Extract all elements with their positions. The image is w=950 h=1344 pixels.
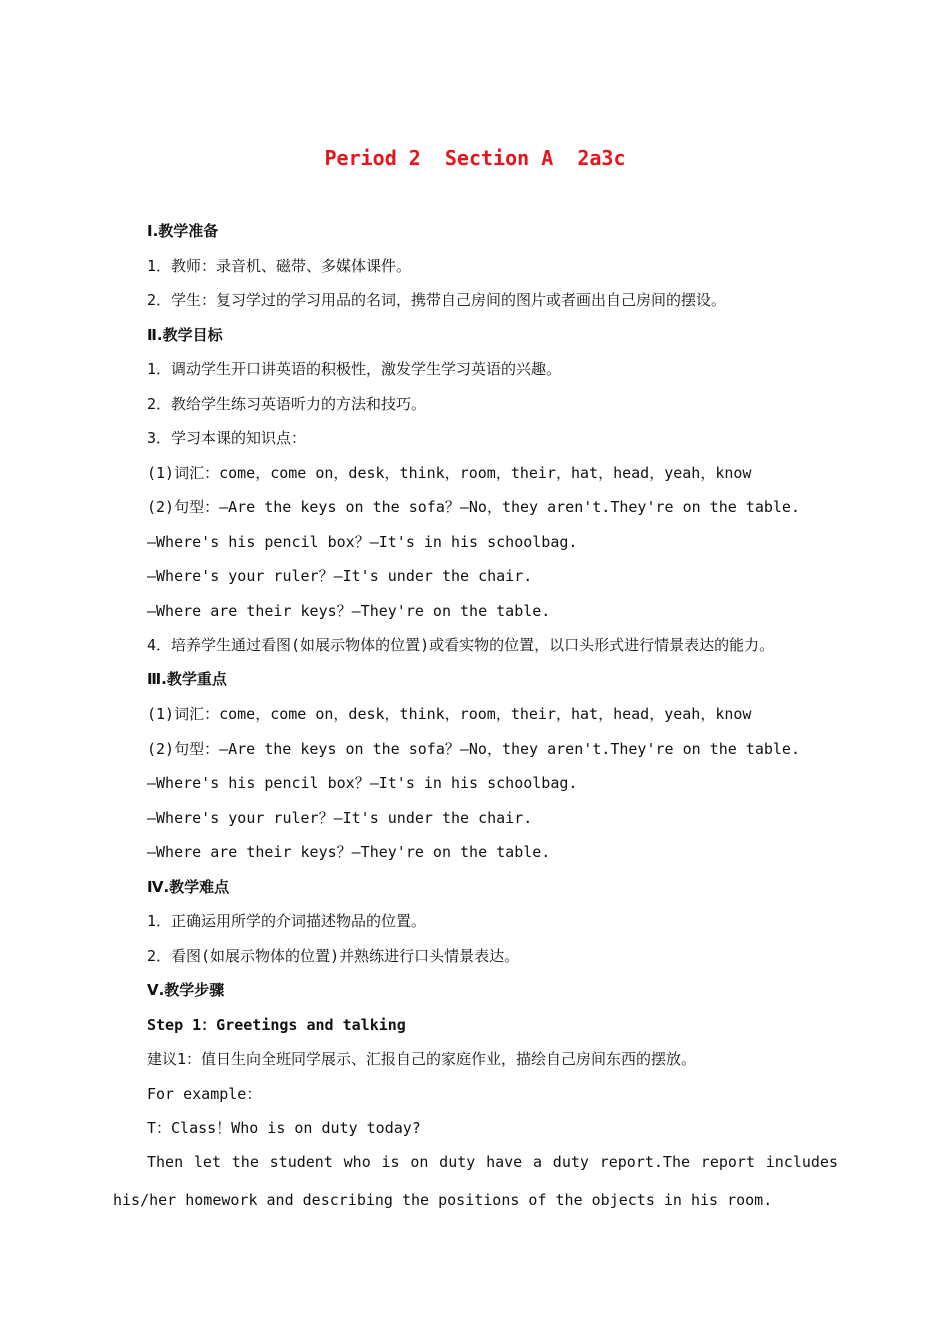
goals-item-3: 3．学习本课的知识点：	[147, 429, 307, 447]
goals-sentence-1: (2)句型：—Are the keys on the sofa？—No，they aren't.They're on the table.	[147, 498, 800, 516]
document-title: Period 2 Section A 2a3c	[324, 146, 626, 170]
goals-sentence-3: —Where's your ruler？—It's under the chair.	[147, 567, 533, 585]
key-points-sentence-1: (2)句型：—Are the keys on the sofa？—No，they aren't.They're on the table.	[147, 740, 800, 758]
step-1-dialogue: T：Class！Who is on duty today?	[147, 1119, 421, 1137]
key-points-sentence-2: —Where's his pencil box？—It's in his schoolbag.	[147, 774, 578, 792]
section-heading-prep: Ⅰ.教学准备	[147, 222, 219, 240]
key-points-sentence-3: —Where's your ruler？—It's under the chair.	[147, 809, 533, 827]
key-points-sentence-4: —Where are their keys？—They're on the table.	[147, 843, 551, 861]
goals-sentence-4: —Where are their keys？—They're on the table.	[147, 602, 551, 620]
goals-sentence-2: —Where's his pencil box？—It's in his schoolbag.	[147, 533, 578, 551]
step-1-title: Step 1：Greetings and talking	[147, 1016, 406, 1034]
prep-item-2: 2．学生：复习学过的学习用品的名词，携带自己房间的图片或者画出自己房间的摆设。	[147, 291, 727, 309]
key-points-vocab: (1)词汇：come，come on，desk，think，room，their，hat，head，yeah，know	[147, 705, 752, 723]
goals-item-4: 4．培养学生通过看图(如展示物体的位置)或看实物的位置，以口头形式进行情景表达的能力。	[147, 636, 775, 654]
section-heading-steps: Ⅴ.教学步骤	[147, 981, 225, 999]
step-1-for-example: For example：	[147, 1085, 262, 1103]
goals-vocab: (1)词汇：come，come on，desk，think，room，their，hat，head，yeah，know	[147, 464, 752, 482]
step-1-paragraph: Then let the student who is on duty have a duty report.The report includes his/her homework and describing the positions of the objects in his room.	[113, 1153, 838, 1209]
prep-item-1: 1．教师：录音机、磁带、多媒体课件。	[147, 257, 412, 275]
section-heading-difficulties: Ⅳ.教学难点	[147, 878, 230, 896]
section-heading-goals: Ⅱ.教学目标	[147, 326, 223, 344]
difficulties-item-1: 1．正确运用所学的介词描述物品的位置。	[147, 912, 427, 930]
step-1-suggestion: 建议1：值日生向全班同学展示、汇报自己的家庭作业，描绘自己房间东西的摆放。	[147, 1050, 697, 1068]
difficulties-item-2: 2．看图(如展示物体的位置)并熟练进行口头情景表达。	[147, 947, 520, 965]
section-heading-key-points: Ⅲ.教学重点	[147, 670, 227, 688]
goals-item-2: 2．教给学生练习英语听力的方法和技巧。	[147, 395, 427, 413]
goals-item-1: 1．调动学生开口讲英语的积极性，激发学生学习英语的兴趣。	[147, 360, 562, 378]
